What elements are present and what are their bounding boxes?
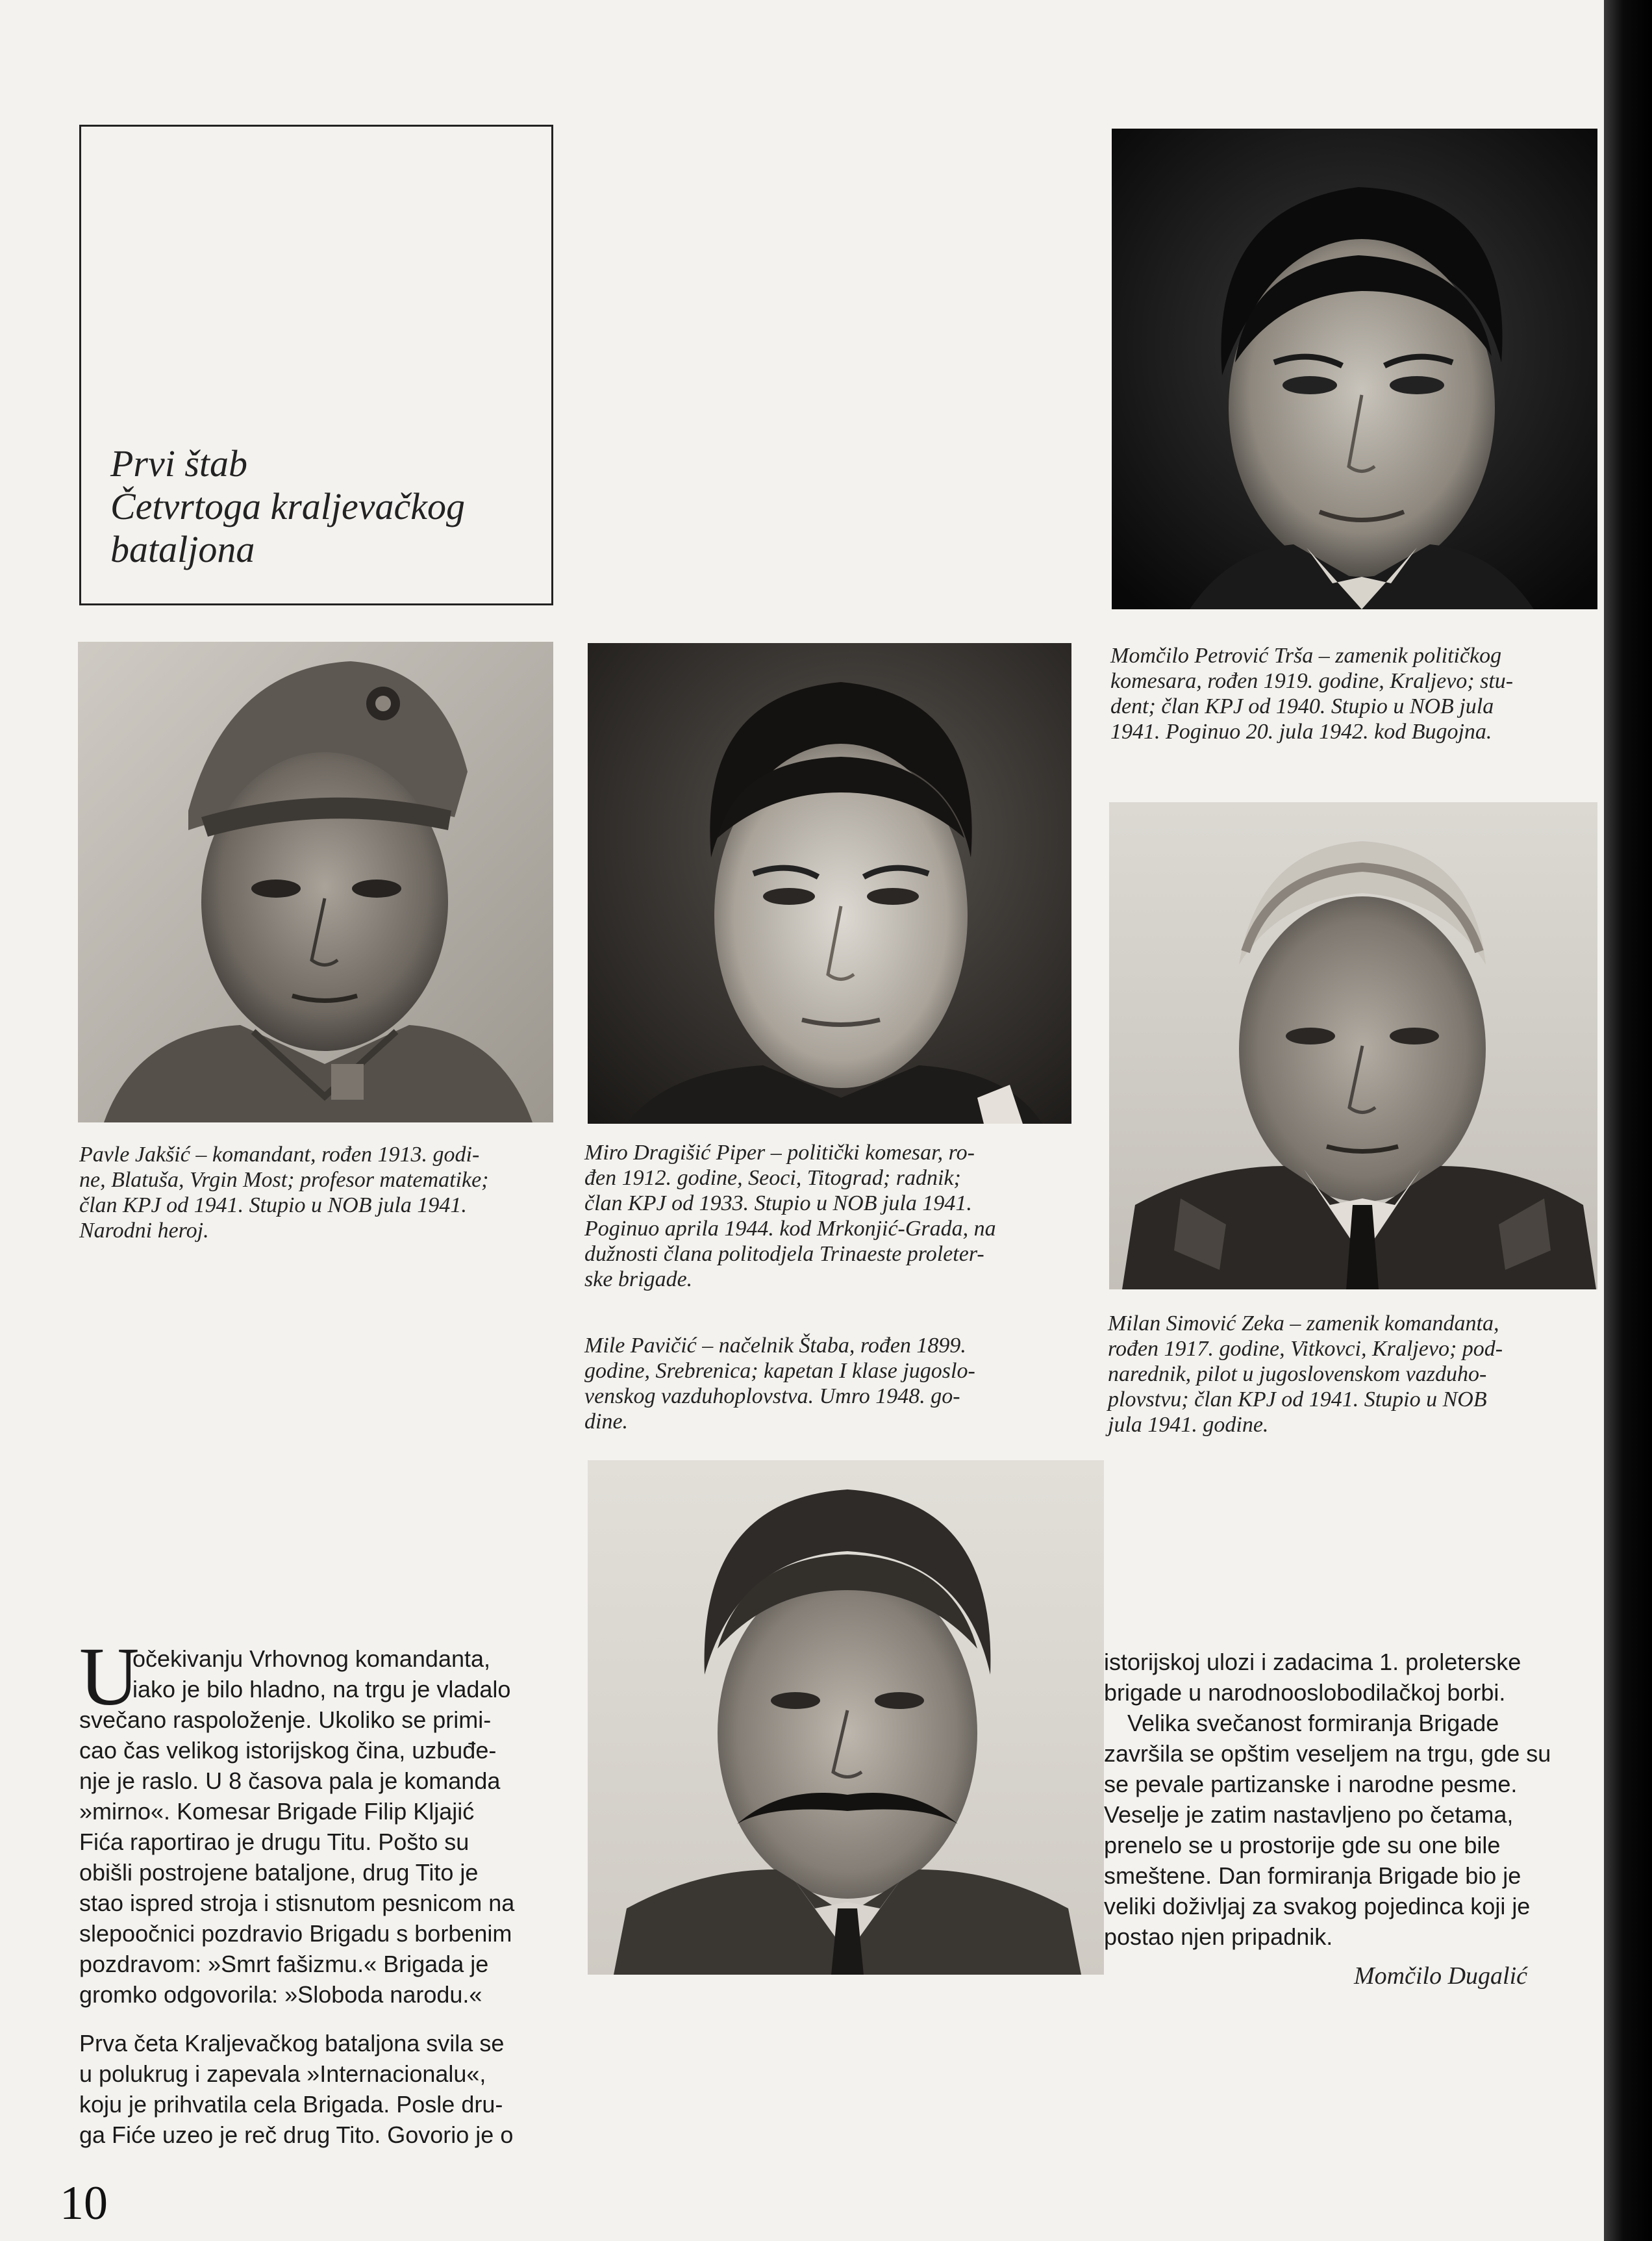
caption-line: član KPJ od 1933. Stupio u NOB jula 1941. [584, 1191, 972, 1215]
text-line: iako je bilo hladno, na trgu je vladalo [132, 1676, 511, 1703]
text-line: stao ispred stroja i stisnutom pesnicom na [79, 1890, 515, 1916]
caption-line: Momčilo Petrović Trša – zamenik političkog [1110, 644, 1502, 668]
text-line: obišli postrojene bataljone, drug Tito je [79, 1859, 479, 1886]
caption-pavicic [584, 1333, 975, 1434]
page-binding-edge [1604, 0, 1652, 2241]
portrait-simovic [1109, 802, 1597, 1289]
title-line: bataljona [110, 528, 255, 570]
caption-line: član KPJ od 1941. Stupio u NOB jula 1941. [79, 1193, 467, 1217]
caption-line: Milan Simović Zeka – zamenik komandanta, [1108, 1311, 1499, 1336]
section-title [110, 442, 465, 571]
caption-jaksic [79, 1142, 488, 1243]
caption-line: jula 1941. godine. [1108, 1413, 1269, 1437]
caption-line: rođen 1917. godine, Vitkovci, Kraljevo; pod- [1108, 1337, 1503, 1361]
text-line: slepoočnici pozdravio Brigadu s borbenim [79, 1920, 512, 1947]
caption-line: venskog vazduhoplovstva. Umro 1948. go- [584, 1384, 960, 1408]
text-line: smeštene. Dan formiranja Brigade bio je [1104, 1862, 1521, 1889]
page-number: 10 [60, 2177, 108, 2230]
text-line: veliki doživljaj za svakog pojedinca koji je [1104, 1893, 1531, 1919]
caption-line: ne, Blatuša, Vrgin Most; profesor matematike; [79, 1168, 489, 1192]
article-body-left [79, 1630, 515, 2150]
text-line: nje je raslo. U 8 časova pala je komanda [79, 1767, 501, 1794]
text-line: svečano raspoloženje. Ukoliko se primi- [79, 1706, 492, 1733]
text-line: prenelo se u prostorije gde su one bile [1104, 1832, 1501, 1858]
text-line: u polukrug i zapevala »Internacionalu«, [79, 2060, 486, 2087]
drop-cap: U [79, 1630, 140, 1723]
text-line: očekivanju Vrhovnog komandanta, [132, 1645, 491, 1672]
caption-line: dužnosti člana politodjela Trinaeste proleter- [584, 1242, 984, 1266]
title-line: Četvrtoga kraljevačkog [110, 485, 465, 527]
text-line: završila se opštim veseljem na trgu, gde su [1104, 1740, 1551, 1767]
caption-line: đen 1912. godine, Seoci, Titograd; radnik; [584, 1166, 961, 1190]
caption-line: narednik, pilot u jugoslovenskom vazduho- [1108, 1362, 1487, 1386]
text-line: Fića raportirao je drugu Titu. Pošto su [79, 1829, 469, 1855]
article-body-right [1104, 1647, 1551, 1952]
caption-line: Miro Dragišić Piper – politički komesar, ro- [584, 1141, 975, 1165]
text-line: se pevale partizanske i narodne pesme. [1104, 1771, 1518, 1797]
text-line: postao njen pripadnik. [1104, 1923, 1333, 1950]
text-line: brigade u narodnooslobodilačkoj borbi. [1104, 1679, 1506, 1706]
caption-petrovic [1110, 643, 1513, 744]
text-line: ga Fiće uzeo je reč drug Tito. Govorio je o [79, 2121, 514, 2148]
text-line: pozdravom: »Smrt fašizmu.« Brigada je [79, 1951, 489, 1977]
article-author: Momčilo Dugalić [1354, 1962, 1528, 1990]
caption-line: Poginuo aprila 1944. kod Mrkonjić-Grada, na [584, 1217, 996, 1241]
text-line: cao čas velikog istorijskog čina, uzbuđe- [79, 1737, 497, 1764]
caption-line: Mile Pavičić – načelnik Štaba, rođen 1899. [584, 1334, 966, 1358]
caption-line: godine, Srebrenica; kapetan I klase jugoslo- [584, 1359, 975, 1383]
title-line: Prvi štab [110, 442, 248, 485]
caption-line: plovstvu; član KPJ od 1941. Stupio u NOB [1108, 1387, 1487, 1412]
caption-line: komesara, rođen 1919. godine, Kraljevo; stu- [1110, 669, 1514, 693]
title-box [79, 125, 553, 605]
caption-dragisic [584, 1140, 996, 1292]
caption-line: 1941. Poginuo 20. jula 1942. kod Bugojna. [1110, 720, 1492, 744]
text-line: »mirno«. Komesar Brigade Filip Kljajić [79, 1798, 475, 1825]
caption-simovic [1108, 1311, 1503, 1437]
portrait-pavicic [588, 1460, 1104, 1975]
text-line: Veselje je zatim nastavljeno po četama, [1104, 1801, 1514, 1828]
caption-line: Narodni heroj. [79, 1219, 209, 1243]
caption-line: dent; član KPJ od 1940. Stupio u NOB jula [1110, 694, 1494, 718]
portrait-dragisic [588, 643, 1071, 1124]
text-line: Velika svečanost formiranja Brigade [1127, 1710, 1499, 1736]
caption-line: dine. [584, 1410, 629, 1434]
text-line: Prva četa Kraljevačkog bataljona svila se [79, 2030, 505, 2057]
portrait-jaksic [78, 642, 553, 1122]
caption-line: Pavle Jakšić – komandant, rođen 1913. godi- [79, 1143, 480, 1167]
text-line: istorijskoj ulozi i zadacima 1. proleterske [1104, 1649, 1521, 1675]
text-line: gromko odgovorila: »Sloboda narodu.« [79, 1981, 482, 2008]
text-line: koju je prihvatila cela Brigada. Posle dru- [79, 2091, 503, 2118]
portrait-petrovic [1112, 129, 1597, 609]
caption-line: ske brigade. [584, 1267, 693, 1291]
